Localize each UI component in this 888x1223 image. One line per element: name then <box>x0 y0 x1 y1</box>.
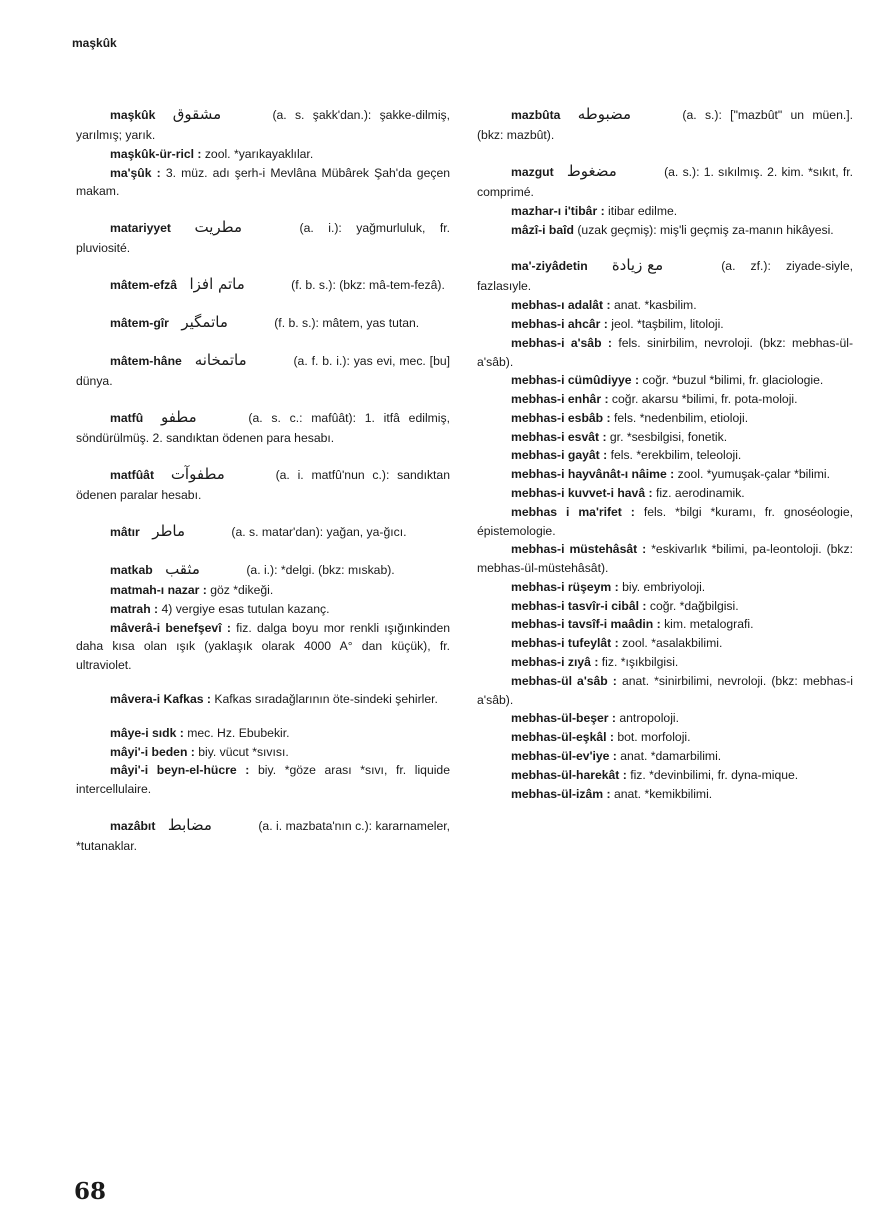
dictionary-entry <box>76 463 450 505</box>
entry-definition: anat. *kasbilim. <box>613 298 697 313</box>
entry-headword: mebhas-i tasvîr-i cibâl : <box>511 598 647 613</box>
entry-definition: mec. Hz. Ebubekir. <box>187 725 290 740</box>
entry-definition: göz *dikeği. <box>210 583 274 598</box>
entry-headword: mebhas-ül-harekât : <box>511 767 627 782</box>
entry-definition: zool. *yarıkayaklılar. <box>204 146 314 161</box>
dictionary-entry <box>76 216 450 258</box>
entry-headword: mâtem-efzâ <box>110 278 178 293</box>
dictionary-entry <box>76 145 450 164</box>
entry-arabic-script: مضغوط <box>566 161 617 180</box>
entry-headword: matfû <box>110 411 144 426</box>
entry-definition: fels. sinirbilim, nevroloji. (bkz: mebhas-ül-a'sâb). <box>477 335 854 369</box>
entry-definition: (a. i.): *delgi. (bkz: mıskab). <box>246 563 395 577</box>
entry-definition: antropoloji. <box>619 711 679 726</box>
right-column <box>477 88 853 803</box>
entry-definition: Kafkas sıradağlarının öte-sindeki şehirler. <box>214 692 438 706</box>
entry-headword: mâtem-hâne <box>110 354 182 369</box>
dictionary-entry <box>76 164 450 202</box>
entry-headword: mebhas-ül-izâm : <box>511 786 611 801</box>
entry-headword: matmah-ı nazar : <box>110 583 207 598</box>
entry-definition: gr. *sesbilgisi, fonetik. <box>609 429 728 444</box>
dictionary-entry <box>477 615 853 634</box>
entry-arabic-script: ماتم افزا <box>189 275 245 294</box>
entry-arabic-script: مثقب <box>165 560 200 578</box>
entry-definition: *eskivarlık *bilimi, pa-leontoloji. (bkz: mebhas-ül-müstehâsât). <box>477 542 853 576</box>
dictionary-entry <box>477 334 853 372</box>
entry-arabic-script: مشقوق <box>172 105 222 123</box>
entry-definition: (f. b. s.): (bkz: mâ-tem-fezâ). <box>291 278 445 293</box>
entry-headword: mazgut <box>511 164 554 179</box>
entry-headword: mâyi'-i beden : <box>110 744 195 759</box>
dictionary-entry <box>477 634 853 653</box>
entry-headword: mebhas-i hayvânât-ı nâime : <box>511 467 675 482</box>
entry-headword: mebhas-i gayât : <box>511 448 608 463</box>
entry-definition: biy. embriyoloji. <box>622 579 706 594</box>
entry-definition: kim. metalografi. <box>664 617 754 632</box>
entry-definition: coğr. *buzul *bilimi, fr. glaciologie. <box>642 373 824 388</box>
dictionary-entry <box>76 600 450 619</box>
dictionary-entry <box>477 465 853 484</box>
entry-definition: (a. i. mazbata'nın c.): kararnameler, *tutanaklar. <box>76 818 450 853</box>
entry-headword: mebhas i ma'rifet : <box>511 504 635 519</box>
dictionary-entry <box>76 349 450 391</box>
dictionary-entry <box>477 597 853 616</box>
dictionary-entry <box>76 103 450 145</box>
entry-headword: matkab <box>110 563 153 577</box>
entry-headword: mebhas-i enhâr : <box>511 392 609 407</box>
entry-arabic-script: ماطر <box>152 521 186 540</box>
dictionary-entry <box>477 446 853 465</box>
dictionary-entry <box>76 558 450 581</box>
dictionary-entry <box>477 728 853 747</box>
entry-definition: (uzak geçmiş): miş'li geçmiş za-manın hikâyesi. <box>577 222 834 237</box>
dictionary-entry <box>477 503 853 541</box>
dictionary-entry <box>477 747 853 766</box>
entry-definition: (a. zf.): ziyade-siyle, fazlasıyle. <box>477 259 854 294</box>
dictionary-entry <box>477 409 853 428</box>
dictionary-entry <box>477 254 853 296</box>
entry-arabic-script: مطفوآت <box>170 465 225 484</box>
dictionary-entry <box>477 315 853 334</box>
dictionary-entry <box>477 428 853 447</box>
dictionary-entry <box>76 311 450 334</box>
entry-definition: (a. i. matfû'nun c.): sandıktan ödenen paralar hesabı. <box>76 468 450 503</box>
entry-definition: 4) vergiye esas tutulan kazanç. <box>161 601 330 616</box>
entry-definition: anat. *sinirbilimi, nevroloji. (bkz: mebhas-i a'sâb). <box>477 673 853 707</box>
entry-headword: mazbûta <box>511 108 561 122</box>
dictionary-entry <box>76 406 450 448</box>
entry-definition: zool. *asalakbilimi. <box>622 636 723 651</box>
entry-definition: (f. b. s.): mâtem, yas tutan. <box>274 316 420 331</box>
entry-headword: mâye-i sıdk : <box>110 725 184 740</box>
left-column <box>76 88 450 856</box>
dictionary-entry <box>477 202 853 221</box>
dictionary-entry <box>76 690 450 709</box>
entry-headword: mazhar-ı i'tibâr : <box>511 203 605 218</box>
entry-headword: matariyyet <box>110 221 171 236</box>
entry-headword: mebhas-ı adalât : <box>511 298 611 313</box>
dictionary-entry <box>477 221 853 240</box>
entry-headword: ma'-ziyâdetin <box>511 259 588 274</box>
entry-headword: mebhas-i müstehâsât : <box>511 542 647 557</box>
dictionary-entry <box>477 484 853 503</box>
dictionary-entry <box>76 743 450 762</box>
entry-headword: mâyi'-i beyn-el-hücre : <box>110 763 250 778</box>
entry-definition: (a. s. c.: mafûât): 1. itfâ edilmiş, söndürülmüş. 2. sandıktan ödenen para hesabı. <box>76 411 450 446</box>
entry-headword: mebhas-ül a'sâb : <box>511 673 617 688</box>
entry-definition: jeol. *taşbilim, litoloji. <box>611 316 724 331</box>
entry-headword: mâtır <box>110 524 140 539</box>
entry-headword: mebhas-i rüşeym : <box>511 579 619 594</box>
entry-arabic-script: مطريت <box>194 218 243 237</box>
entry-definition: (a. i.): yağmurluluk, fr. pluviosité. <box>76 221 451 256</box>
entry-definition: itibar edilme. <box>608 203 678 218</box>
entry-headword: mâtem-gîr <box>110 316 169 331</box>
entry-headword: mebhas-i kuvvet-i havâ : <box>511 486 653 500</box>
dictionary-entry <box>477 371 853 390</box>
entry-definition: (a. s. matar'dan): yağan, ya-ğıcı. <box>231 524 407 539</box>
entry-headword: maşkûk <box>110 108 156 122</box>
entry-definition: coğr. *dağbilgisi. <box>649 598 739 613</box>
dictionary-entry <box>477 160 853 202</box>
entry-arabic-script: مع زيادة <box>611 256 664 275</box>
dictionary-entry <box>477 103 853 145</box>
entry-definition: fiz. *ışıkbilgisi. <box>601 655 679 670</box>
dictionary-entry <box>76 581 450 600</box>
entry-definition: zool. *yumuşak-çalar *bilimi. <box>677 467 831 482</box>
entry-definition: anat. *kemikbilimi. <box>613 786 713 801</box>
entry-arabic-script: مطفو <box>160 408 197 427</box>
entry-definition: fels. *nedenbilim, etioloji. <box>613 410 749 425</box>
entry-headword: mebhas-ül-eşkâl : <box>511 730 614 745</box>
entry-headword: mazâbıt <box>110 818 156 833</box>
entry-headword: mebhas-i cümûdiyye : <box>511 373 640 388</box>
dictionary-entry <box>76 761 450 799</box>
entry-headword: matfûât <box>110 468 155 483</box>
entry-arabic-script: ماتمگیر <box>181 313 228 332</box>
entry-definition: (a. s.): ["mazbût" un müen.]. (bkz: mazbût). <box>477 108 854 143</box>
entry-headword: mebhas-ül-beşer : <box>511 711 616 726</box>
dictionary-entry <box>76 273 450 296</box>
entry-definition: biy. vücut *sıvısı. <box>198 744 289 759</box>
entry-headword: matrah : <box>110 601 159 616</box>
entry-definition: (a. f. b. i.): yas evi, mec. [bu] dünya. <box>76 354 451 389</box>
dictionary-entry <box>477 785 853 804</box>
entry-definition: 3. müz. adı şerh-i Mevlâna Mübârek Şah'da geçen makam. <box>76 165 450 199</box>
dictionary-entry <box>477 540 853 578</box>
entry-headword: maşkûk-ür-ricl : <box>110 146 202 161</box>
dictionary-entry <box>477 296 853 315</box>
dictionary-entry <box>477 653 853 672</box>
entry-arabic-script: ماتمخانه <box>194 351 247 370</box>
entry-definition: fels. *bilgi *kuramı, fr. gnoséologie, épistemologie. <box>477 504 853 538</box>
entry-definition: biy. *göze arası *sıvı, fr. liquide intercellulaire. <box>76 763 450 797</box>
dictionary-entry <box>477 390 853 409</box>
entry-headword: mâvera-i Kafkas : <box>110 692 211 706</box>
entry-headword: mebhas-i ahcâr : <box>511 316 608 331</box>
entry-arabic-script: مضبوطه <box>577 105 632 123</box>
entry-headword: mebhas-i zıyâ : <box>511 655 599 670</box>
dictionary-entry <box>76 520 450 543</box>
entry-headword: ma'şûk : <box>110 165 161 180</box>
entry-arabic-script: مضابط <box>167 815 212 834</box>
entry-definition: fels. *erekbilim, teleoloji. <box>610 448 742 463</box>
entry-definition: fiz. aerodinamik. <box>655 486 745 500</box>
running-header: maşkûk <box>72 36 117 50</box>
entry-definition: anat. *damarbilimi. <box>620 748 722 763</box>
entry-headword: mâverâ-i benefşevî : <box>110 620 231 635</box>
page-number: 68 <box>74 1178 107 1205</box>
entry-headword: mebhas-ül-ev'iye : <box>511 748 617 763</box>
entry-headword: mebhas-i a'sâb : <box>511 335 612 350</box>
dictionary-entry <box>76 814 450 856</box>
entry-definition: (a. s. şakk'dan.): şakke-dilmiş, yarılmış; yarık. <box>76 108 451 143</box>
entry-definition: bot. morfoloji. <box>617 730 691 745</box>
entry-definition: fiz. dalga boyu mor renkli ışığınkinden daha kısa olan ışık (yaklaşık olarak 4000 A° dan küçük), fr. ultraviolet. <box>76 620 451 673</box>
entry-headword: mebhas-i tavsîf-i maâdin : <box>511 617 661 632</box>
dictionary-entry <box>477 672 853 710</box>
dictionary-entry <box>477 709 853 728</box>
entry-definition: (a. s.): 1. sıkılmış. 2. kim. *sıkıt, fr. comprimé. <box>477 164 854 199</box>
dictionary-entry <box>477 766 853 785</box>
entry-definition: fiz. *devinbilimi, fr. dyna-mique. <box>630 767 799 782</box>
entry-headword: mâzî-i baîd <box>511 222 574 237</box>
entry-headword: mebhas-i esbâb : <box>511 410 611 425</box>
dictionary-entry <box>76 724 450 743</box>
entry-headword: mebhas-i esvât : <box>511 429 607 444</box>
dictionary-entry <box>76 619 450 675</box>
dictionary-entry <box>477 578 853 597</box>
entry-definition: coğr. akarsu *bilimi, fr. pota-moloji. <box>611 392 798 407</box>
entry-headword: mebhas-i tufeylât : <box>511 636 619 651</box>
